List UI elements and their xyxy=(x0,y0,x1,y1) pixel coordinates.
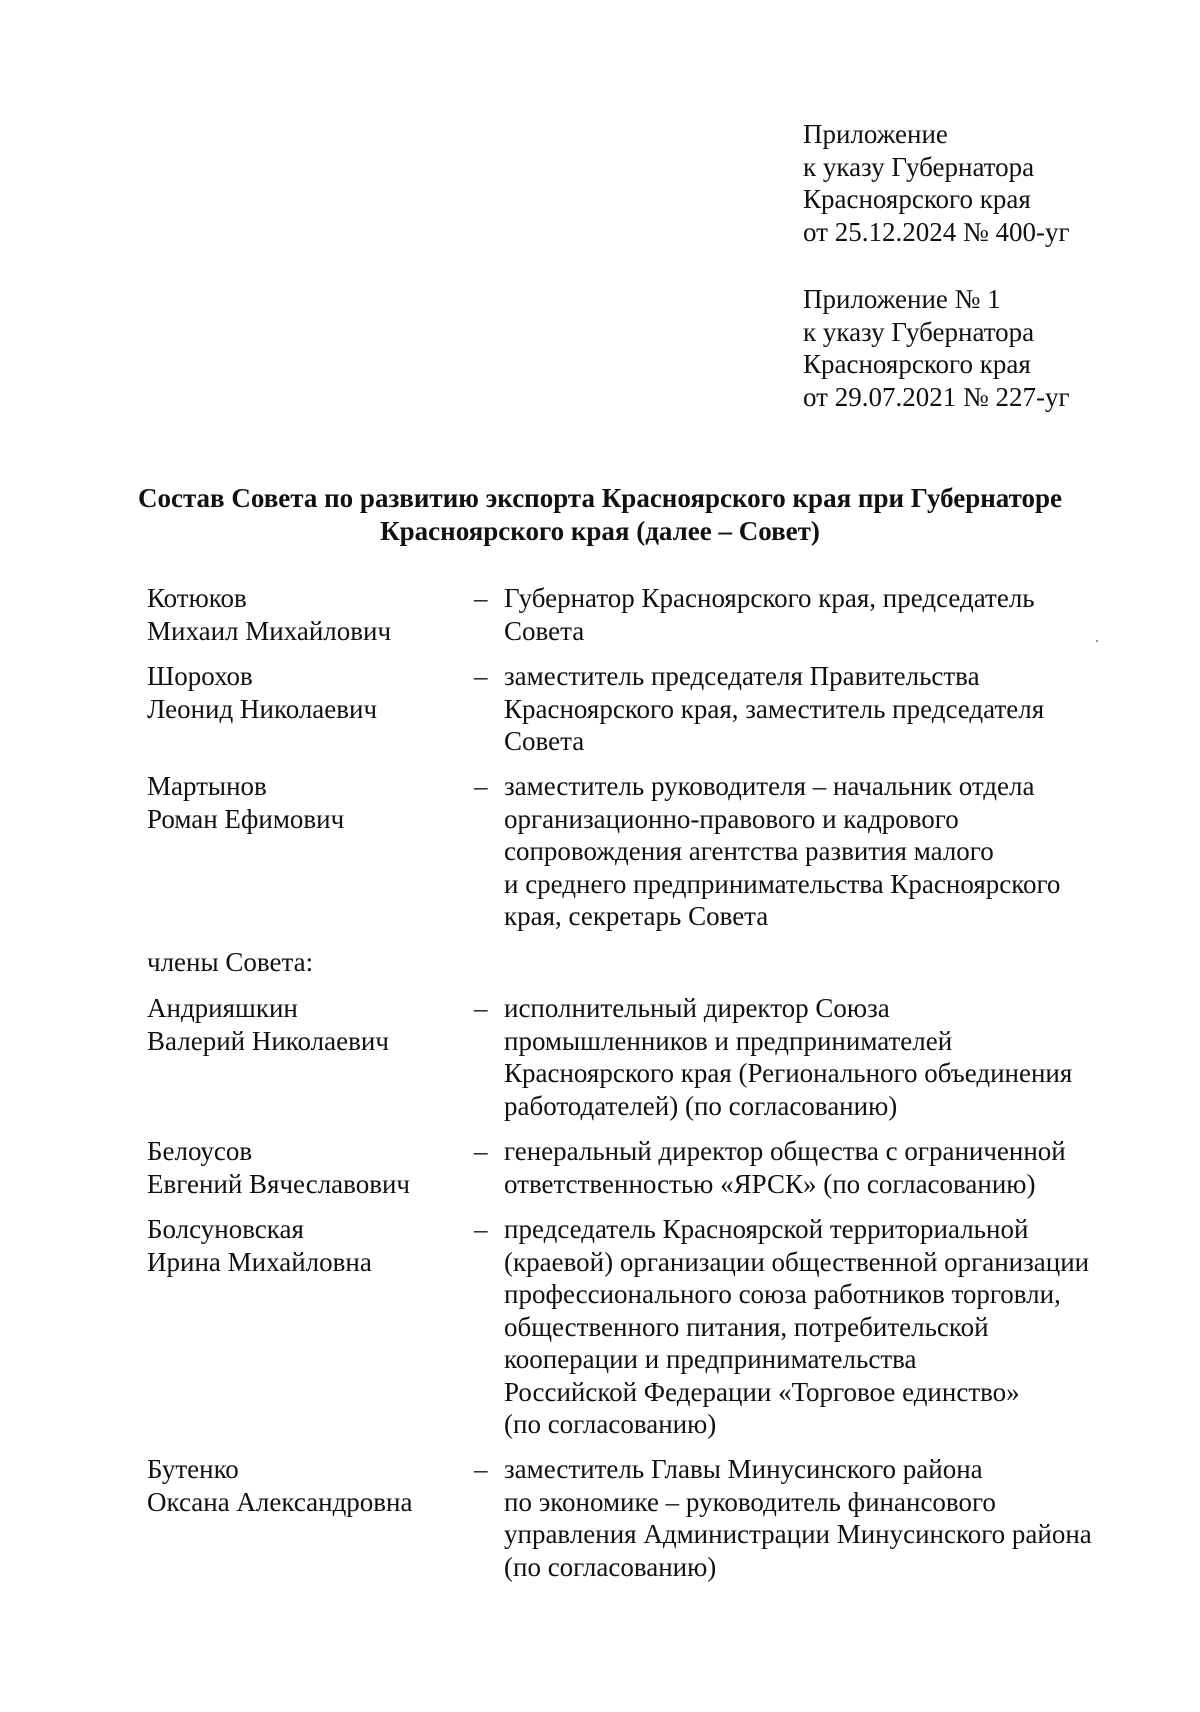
role-line: Совета xyxy=(504,615,585,646)
appendix-line: к указу Губернатора xyxy=(803,151,1035,182)
appendix-line: Приложение xyxy=(803,119,948,149)
member-role xyxy=(504,770,1144,933)
appendix-line: к указу Губернатора xyxy=(803,316,1035,347)
role-line: (краевой) организации общественной организации xyxy=(504,1246,1090,1277)
dash-separator: – xyxy=(474,1454,488,1484)
member-role xyxy=(504,1213,1144,1441)
surname: Шорохов xyxy=(147,661,253,691)
document-title xyxy=(80,482,1120,548)
member-role xyxy=(504,1135,1144,1200)
surname: Болсуновская xyxy=(147,1214,304,1244)
appendix-line: от 29.07.2021 № 227-уг xyxy=(803,381,1070,412)
surname: Андрияшкин xyxy=(147,993,298,1023)
appendix-reference-original xyxy=(803,283,1070,413)
role-line: Российской Федерации «Торговое единство» xyxy=(504,1376,1020,1407)
role-line: ответственностью «ЯРСК» (по согласованию) xyxy=(504,1168,1036,1199)
appendix-reference-current xyxy=(803,118,1070,248)
member-role xyxy=(504,992,1144,1122)
given-names: Валерий Николаевич xyxy=(147,1025,389,1056)
dash-separator: – xyxy=(474,1214,488,1244)
given-names: Роман Ефимович xyxy=(147,803,345,834)
given-names: Ирина Михайловна xyxy=(147,1246,372,1277)
dash-separator: – xyxy=(474,583,488,613)
member-name xyxy=(147,992,447,1057)
role-line: генеральный директор общества с ограниченной xyxy=(504,1136,1066,1166)
dash-separator: – xyxy=(474,993,488,1023)
role-line: (по согласованию) xyxy=(504,1409,717,1439)
given-names: Оксана Александровна xyxy=(147,1486,413,1517)
appendix-line: от 25.12.2024 № 400-уг xyxy=(803,216,1070,247)
role-line: председатель Красноярской территориальной xyxy=(504,1214,1029,1244)
role-line: управления Администрации Минусинского района xyxy=(504,1519,1092,1549)
scan-speck xyxy=(1096,640,1098,642)
surname: Бутенко xyxy=(147,1454,239,1484)
role-line: заместитель председателя Правительства xyxy=(504,661,980,691)
surname: Белоусов xyxy=(147,1136,253,1166)
role-line: Совета xyxy=(504,726,585,756)
member-role xyxy=(504,660,1144,758)
member-role xyxy=(504,582,1144,647)
role-line: организационно-правового и кадрового xyxy=(504,803,959,834)
dash-separator: – xyxy=(474,1136,488,1166)
surname: Котюков xyxy=(147,583,247,613)
role-line: Губернатор Красноярского края, председатель xyxy=(504,583,1035,613)
role-line: сопровождения агентства развития малого xyxy=(504,836,994,866)
role-line: заместитель руководителя – начальник отдела xyxy=(504,771,1035,801)
role-line: профессионального союза работников торговли, xyxy=(504,1279,1061,1309)
role-line: и среднего предпринимательства Красноярского xyxy=(504,868,1061,899)
role-line: заместитель Главы Минусинского района xyxy=(504,1454,983,1484)
member-name xyxy=(147,1213,447,1278)
role-line: работодателей) (по согласованию) xyxy=(504,1090,898,1121)
member-name xyxy=(147,660,447,725)
given-names: Леонид Николаевич xyxy=(147,693,378,724)
members-section-label: члены Совета: xyxy=(147,947,314,977)
role-line: Красноярского края (Регионального объединения xyxy=(504,1058,1073,1088)
appendix-line: Красноярского края xyxy=(803,184,1031,214)
appendix-line: Приложение № 1 xyxy=(803,284,1001,314)
role-line: общественного питания, потребительской xyxy=(504,1311,989,1342)
member-role xyxy=(504,1453,1144,1583)
given-names: Евгений Вячеславович xyxy=(147,1168,410,1199)
member-name xyxy=(147,582,447,647)
given-names: Михаил Михайлович xyxy=(147,615,392,646)
role-line: кооперации и предпринимательства xyxy=(504,1344,917,1374)
appendix-line: Красноярского края xyxy=(803,349,1031,379)
member-name xyxy=(147,770,447,835)
dash-separator: – xyxy=(474,661,488,691)
dash-separator: – xyxy=(474,771,488,801)
role-line: промышленников и предпринимателей xyxy=(504,1025,953,1056)
role-line: по экономике – руководитель финансового xyxy=(504,1486,996,1517)
title-line: Красноярского края (далее – Совет) xyxy=(380,516,820,546)
member-name xyxy=(147,1135,447,1200)
role-line: (по согласованию) xyxy=(504,1551,717,1582)
role-line: края, секретарь Совета xyxy=(504,901,769,931)
member-name xyxy=(147,1453,447,1518)
role-line: исполнительный директор Союза xyxy=(504,993,890,1023)
role-line: Красноярского края, заместитель председателя xyxy=(504,693,1045,724)
surname: Мартынов xyxy=(147,771,267,801)
title-line: Состав Совета по развитию экспорта Красноярского края при Губернаторе xyxy=(137,483,1063,513)
